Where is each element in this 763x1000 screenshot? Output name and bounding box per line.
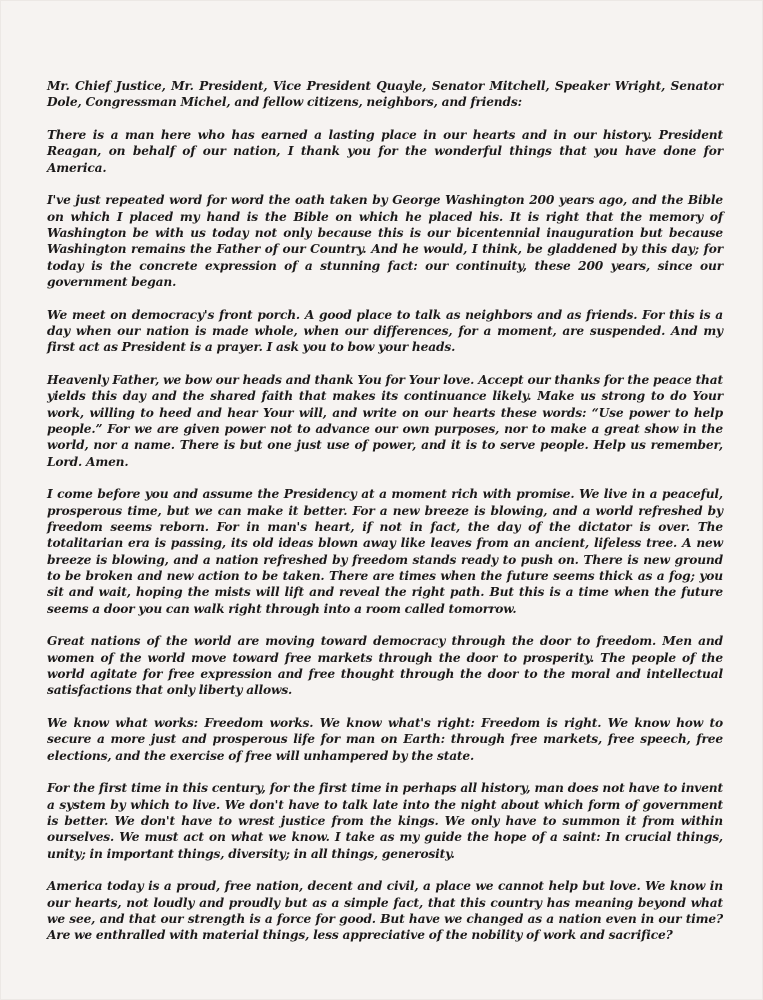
- prayer-paragraph: Heavenly Father, we bow our heads and thank You for Your love. Accept our thanks for the peace that yields this day and the shared faith that makes its continuance likely. Make us strong to do Your work, willing to heed and hear Your will, and write on our hearts these words: “Use power to help people.” For we are given power not to advance our own purposes, nor to make a great show in the world, nor a name. There is but one just use of power, and it is to serve people. Help us remember, Lord. Amen.: [47, 373, 723, 469]
- speech-text-body: [47, 78, 723, 960]
- freedom-works-paragraph: We know what works: Freedom works. We know what's right: Freedom is right. We know how to secure a more just and prosperous life for man on Earth: through free markets, free speech, free elections, and the exercise of free will unhampered by the state.: [47, 716, 723, 763]
- new-breeze-paragraph: I come before you and assume the Presidency at a moment rich with promise. We live in a peaceful, prosperous time, but we can make it better. For a new breeze is blowing, and a world refreshed by freedom seems reborn. For in man's heart, if not in fact, the day of the dictator is over. The totalitarian era is passing, its old ideas blown away like leaves from an ancient, lifeless tree. A new breeze is blowing, and a nation refreshed by freedom stands ready to push on. There is new ground to be broken and new action to be taken. There are times when the future seems thick as a fog; you sit and wait, hoping the mists will lift and reveal the right path. But this is a time when the future seems a door you can walk right through into a room called tomorrow.: [47, 487, 723, 616]
- america-today-paragraph: America today is a proud, free nation, decent and civil, a place we cannot help but love. We know in our hearts, not loudly and proudly but as a simple fact, that this country has meaning beyond what we see, and that our strength is a force for good. But have we changed as a nation even in our time? Are we enthralled with material things, less appreciative of the nobility of work and sacrifice?: [47, 879, 723, 943]
- great-nations-paragraph: Great nations of the world are moving toward democracy through the door to freedom. Men and women of the world move toward free markets through the door to prosperity. The people of the world agitate for free expression and free thought through the door to the moral and intellectual satisfactions that only liberty allows.: [47, 634, 723, 698]
- salutation-paragraph: Mr. Chief Justice, Mr. President, Vice President Quayle, Senator Mitchell, Speaker Wright, Senator Dole, Congressman Michel, and fellow citizens, neighbors, and friends:: [47, 79, 723, 110]
- washington-oath-paragraph: I've just repeated word for word the oath taken by George Washington 200 years ago, and the Bible on which I placed my hand is the Bible on which he placed his. It is right that the memory of Washington be with us today not only because this is our bicentennial inauguration but because Washington remains the Father of our Country. And he would, I think, be gladdened by this day; for today is the concrete expression of a stunning fact: our continuity, these 200 years, since our government began.: [47, 193, 723, 290]
- democracy-front-porch-paragraph: We meet on democracy's front porch. A good place to talk as neighbors and as friends. For this is a day when our nation is made whole, when our differences, for a moment, are suspended. And my first act as President is a prayer. I ask you to bow your heads.: [47, 307, 723, 355]
- reagan-tribute-paragraph: There is a man here who has earned a lasting place in our hearts and in our history. President Reagan, on behalf of our nation, I thank you for the wonderful things that you have done for America.: [47, 127, 723, 175]
- first-time-paragraph: For the first time in this century, for the first time in perhaps all history, man does not have to invent a system by which to live. We don't have to talk late into the night about which form of government is better. We don't have to wrest justice from the kings. We only have to summon it from within ourselves. We must act on what we know. I take as my guide the hope of a saint: In crucial things, unity; in important things, diversity; in all things, generosity.: [47, 781, 723, 861]
